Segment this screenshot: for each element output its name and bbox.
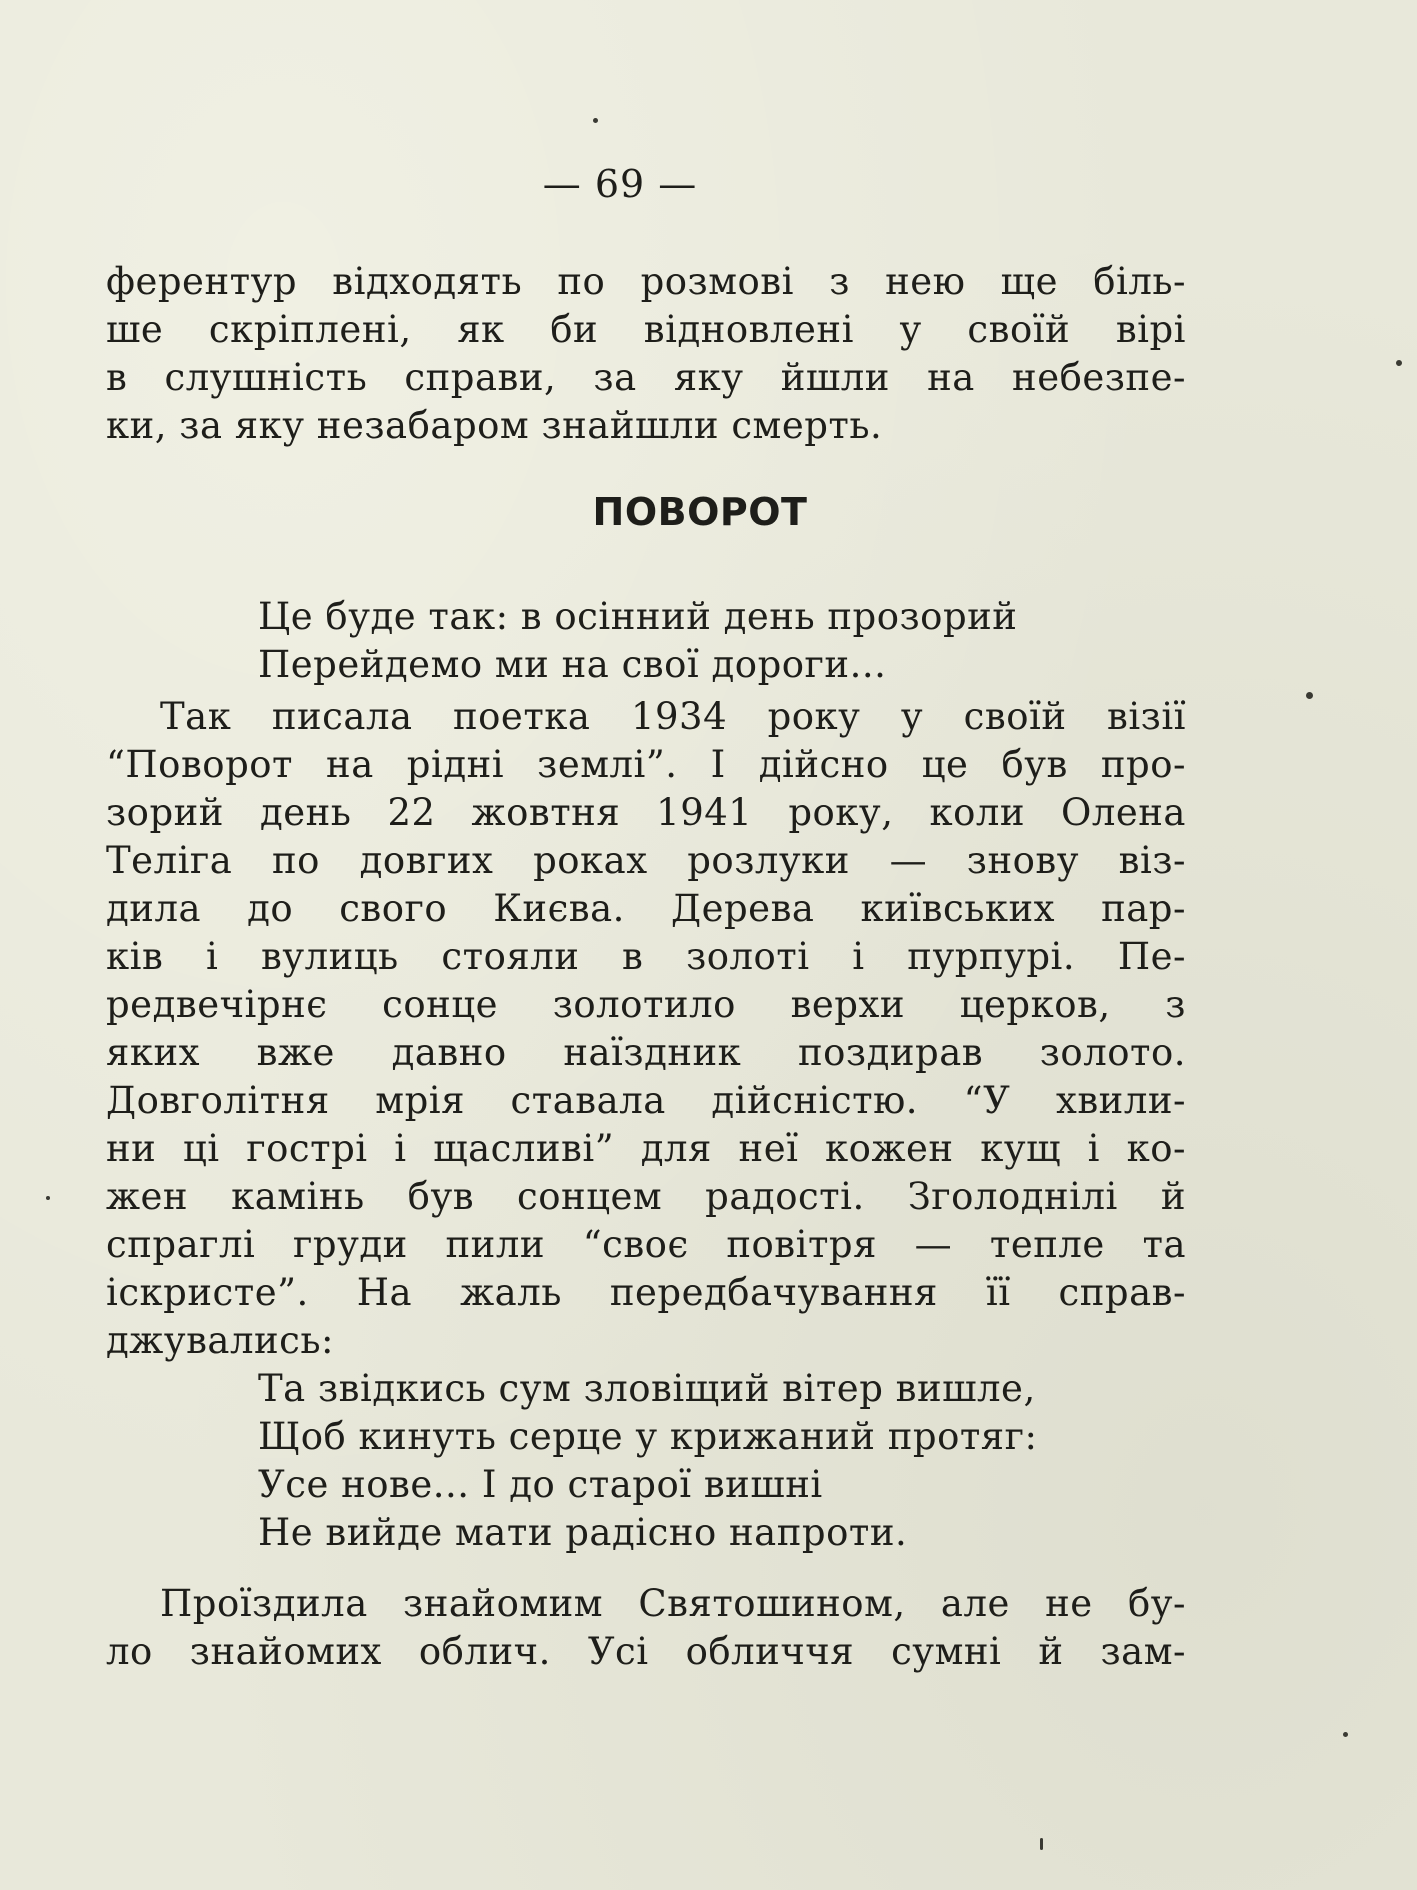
text-line: ферентур відходять по розмові з нею ще біль-	[106, 260, 1186, 303]
text-line: Проїздила знайомим Святошином, але не бу-	[160, 1582, 1186, 1625]
text-line: Довголітня мрія ставала дійсністю. “У хвили-	[106, 1079, 1186, 1122]
text-line: джувались:	[106, 1319, 334, 1362]
text-line: жен камінь був сонцем радості. Зголоднілі й	[106, 1175, 1186, 1218]
epigraph-line: Перейдемо ми на свої дороги...	[258, 643, 887, 686]
verse-line: Та звідкись сум зловіщий вітер вишле,	[258, 1367, 1036, 1410]
text-line: ло знайомих облич. Усі обличчя сумні й зам-	[106, 1630, 1186, 1673]
text-line: зорий день 22 жовтня 1941 року, коли Олена	[106, 791, 1186, 834]
verse-line: Усе нове... І до старої вишні	[258, 1463, 823, 1506]
text-line: ків і вулиць стояли в золоті і пурпурі. Пе-	[106, 935, 1186, 978]
paper-speck	[1040, 1838, 1043, 1850]
verse-line: Не вийде мати радісно напроти.	[258, 1511, 908, 1554]
text-line: дила до свого Києва. Дерева київських пар-	[106, 887, 1186, 930]
verse-line: Щоб кинуть серце у крижаний протяг:	[258, 1415, 1038, 1458]
text-line: ки, за яку незабаром знайшли смерть.	[106, 404, 883, 447]
text-line: редвечірнє сонце золотило верхи церков, з	[106, 983, 1186, 1026]
text-line: Так писала поетка 1934 року у своїй візії	[160, 695, 1186, 738]
text-line: іскристе”. На жаль передбачування її справ-	[106, 1271, 1186, 1314]
text-line: Теліга по довгих роках розлуки — знову віз-	[106, 839, 1186, 882]
page-number: — 69 —	[542, 162, 698, 206]
paper-speck	[1343, 1732, 1348, 1737]
epigraph-line: Це буде так: в осінний день прозорий	[258, 595, 1018, 638]
section-heading: ПОВОРОТ	[592, 490, 808, 534]
text-line: ни ці гострі і щасливі” для неї кожен кущ і ко-	[106, 1127, 1186, 1170]
text-line: “Поворот на рідні землі”. І дійсно це був про-	[106, 743, 1186, 786]
text-line: яких вже давно наїздник поздирав золото.	[106, 1031, 1186, 1074]
text-line: спраглі груди пили “своє повітря — тепле та	[106, 1223, 1186, 1266]
text-line: ше скріплені, як би відновлені у своїй вірі	[106, 308, 1186, 351]
text-line: в слушність справи, за яку йшли на небезпе-	[106, 356, 1186, 399]
paper-speck	[1306, 692, 1313, 699]
paper-speck	[46, 1196, 50, 1200]
paper-speck	[593, 118, 598, 123]
paper-speck	[1396, 360, 1402, 366]
